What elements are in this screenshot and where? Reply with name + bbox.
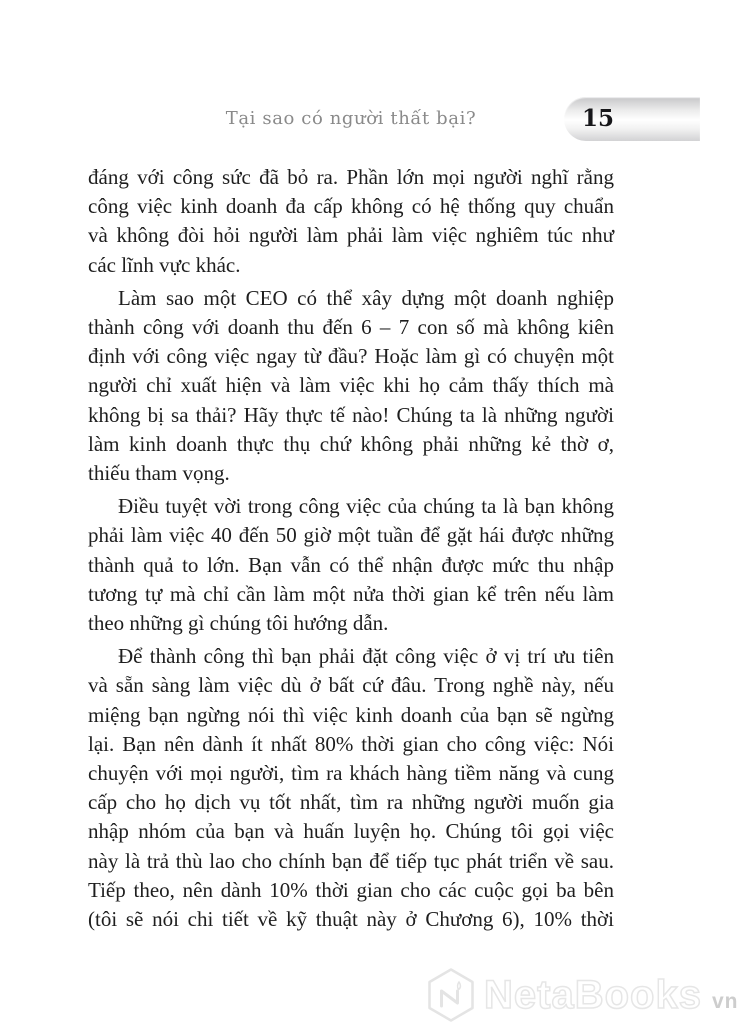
text-line: tương tự mà chỉ cần làm một nửa thời gian kể trên nếu làm [88,581,614,606]
text-line: các lĩnh vực khác. [88,252,241,277]
paragraph [88,642,614,934]
watermark-brand-text: NetaBooks [484,972,702,1017]
text-line: và không đòi hỏi người làm phải làm việc nghiêm túc như [88,223,614,248]
netabooks-hexagon-logo [428,968,474,1022]
text-line: công việc kinh doanh đa cấp không có hệ thống quy chuẩn [88,194,614,219]
text-line: người chỉ xuất hiện và làm việc khi họ cảm thấy thích mà [88,373,614,398]
text-line: Làm sao một CEO có thể xây dựng một doanh nghiệp [118,285,614,310]
text-line: lại. Bạn nên dành ít nhất 80% thời gian cho công việc: Nói [88,731,614,756]
text-line: nhập nhóm của bạn và huấn luyện họ. Chúng tôi gọi việc [88,819,614,844]
paragraph [88,492,614,638]
running-header-title: Tại sao có người thất bại? [225,108,477,129]
paragraph [88,163,614,280]
text-line: theo những gì chúng tôi hướng dẫn. [88,611,389,636]
text-line: Để thành công thì bạn phải đặt công việc ở vị trí ưu tiên [118,644,614,669]
text-line: đáng với công sức đã bỏ ra. Phần lớn mọi người nghĩ rằng [88,165,614,189]
text-line: và sẵn sàng làm việc dù ở bất cứ đâu. Trong nghề này, nếu [88,673,614,698]
watermark-tld-text: vn [711,990,738,1013]
text-line: định với công việc ngay từ đầu? Hoặc làm gì có chuyện một [88,344,614,369]
page-number-tab [564,97,700,141]
text-line: Tiếp theo, nên dành 10% thời gian cho các cuộc gọi ba bên [88,877,614,902]
text-line: thành công với doanh thu đến 6 – 7 con số mà không kiên [88,315,614,340]
text-line: thiếu tham vọng. [88,461,230,486]
text-line: thành quả to lớn. Bạn vẫn có thể nhận được mức thu nhập [88,552,614,577]
text-line: chuyện với mọi người, tìm ra khách hàng tiềm năng và cung [88,761,614,786]
page-body-text [88,163,614,934]
publisher-watermark [428,966,738,1024]
text-line: này là trả thù lao cho chính bạn để tiếp tục phát triển về sau. [88,848,614,873]
text-line: Điều tuyệt vời trong công việc của chúng ta là bạn không [118,494,614,519]
text-line: phải làm việc 40 đến 50 giờ một tuần để gặt hái được những [88,523,614,548]
text-line: không bị sa thải? Hãy thực tế nào! Chúng ta là những người [88,402,614,427]
paragraph [88,284,614,488]
page-number: 15 [582,105,615,132]
text-line: miệng bạn ngừng nói thì việc kinh doanh của bạn sẽ ngừng [88,702,614,727]
text-line: cấp cho họ dịch vụ tốt nhất, tìm ra những người muốn gia [88,790,614,815]
text-line: (tôi sẽ nói chi tiết về kỹ thuật này ở Chương 6), 10% thời [88,907,614,932]
text-line: làm kinh doanh thực thụ chứ không phải những kẻ thờ ơ, [88,431,614,456]
